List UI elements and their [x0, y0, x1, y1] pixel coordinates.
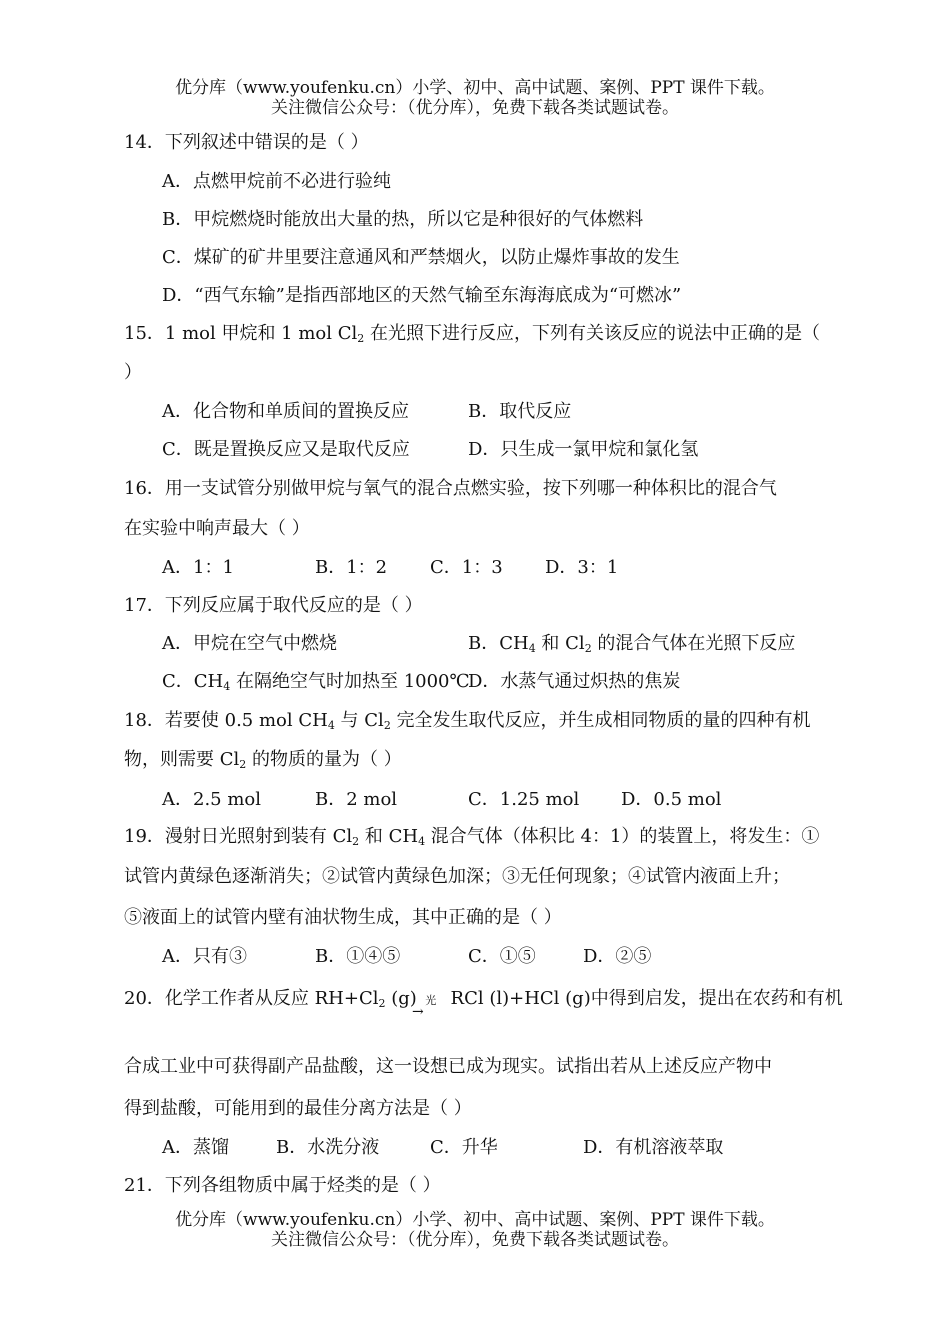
q20-part2: (g)	[385, 988, 417, 1009]
question-14-stem: 14．下列叙述中错误的是（ ）	[124, 132, 369, 153]
question-14-option-d: D．“西气东输”是指西部地区的天然气输至东海海底成为“可燃冰”	[162, 285, 682, 306]
question-16-option-a: A．1：1	[162, 557, 234, 578]
q20-part1: 20．化学工作者从反应 RH+Cl	[124, 988, 379, 1009]
q17b-part1: B．CH	[468, 633, 529, 654]
question-15-stem	[124, 319, 820, 345]
question-15-option-a: A．化合物和单质间的置换反应	[162, 401, 409, 422]
q18-part2: 与 Cl	[334, 710, 384, 731]
question-16-option-b: B．1：2	[315, 557, 388, 578]
q19-part3: 混合气体（体积比 4：1）的装置上，将发生：①	[425, 826, 820, 847]
question-19-option-b: B．①④⑤	[315, 946, 401, 967]
question-19-option-a: A．只有③	[162, 946, 247, 967]
question-18-stem	[124, 706, 811, 732]
q18-part3: 完全发生取代反应，并生成相同物质的量的四种有机	[390, 710, 811, 731]
question-20-option-a: A．蒸馏	[162, 1137, 229, 1158]
question-18-option-c: C．1.25 mol	[468, 789, 580, 810]
question-17-stem: 17．下列反应属于取代反应的是（ ）	[124, 595, 423, 616]
q17c-part2: 在隔绝空气时加热至 1000℃	[230, 671, 470, 692]
footer-line-2: 关注微信公众号：（优分库），免费下载各类试题试卷。	[271, 1230, 679, 1250]
question-15-option-c: C．既是置换反应又是取代反应	[162, 439, 410, 460]
q18-subscript-1: 4	[327, 719, 335, 732]
question-19-option-d: D．②⑤	[583, 946, 652, 967]
q18-cont-part2: 的物质的量为（ ）	[246, 749, 402, 770]
q15-stem-part1: 15．1 mol 甲烷和 1 mol Cl	[124, 323, 358, 344]
q20-subscript: 2	[378, 997, 386, 1010]
question-17-option-b	[468, 629, 795, 655]
q17b-part2: 和 Cl	[535, 633, 585, 654]
question-15-option-d: D．只生成一氯甲烷和氯化氢	[468, 439, 699, 460]
q18-cont-part1: 物，则需要 Cl	[124, 749, 240, 770]
question-16-option-d: D．3：1	[545, 557, 619, 578]
question-21-stem: 21．下列各组物质中属于烃类的是（ ）	[124, 1175, 441, 1196]
question-16-stem: 16．用一支试管分别做甲烷与氧气的混合点燃实验，按下列哪一种体积比的混合气	[124, 478, 777, 499]
q17c-part1: C．CH	[162, 671, 224, 692]
question-15-stem-continued: ）	[124, 362, 142, 383]
q17b-subscript-1: 4	[528, 642, 536, 655]
question-18-option-b: B．2 mol	[315, 789, 398, 810]
q15-stem-part2: 在光照下进行反应，下列有关该反应的说法中正确的是（	[364, 323, 821, 344]
reaction-arrow-icon: →	[412, 1004, 424, 1020]
question-17-option-c	[162, 667, 470, 693]
question-14-option-a: A．点燃甲烷前不必进行验纯	[162, 171, 391, 192]
question-17-option-d: D．水蒸气通过炽热的焦炭	[468, 671, 681, 692]
question-20-stem-continued-1: 合成工业中可获得副产品盐酸，这一设想已成为现实。试指出若从上述反应产物中	[124, 1056, 772, 1077]
question-14-option-b: B．甲烷燃烧时能放出大量的热，所以它是种很好的气体燃料	[162, 209, 644, 230]
question-15-option-b: B．取代反应	[468, 401, 572, 422]
q18-part1: 18．若要使 0.5 mol CH	[124, 710, 328, 731]
q18-subscript-2: 2	[383, 719, 391, 732]
q19-part2: 和 CH	[359, 826, 419, 847]
q19-subscript-1: 2	[352, 835, 360, 848]
question-20-option-b: B．水洗分液	[276, 1137, 380, 1158]
question-20-option-c: C．升华	[430, 1137, 498, 1158]
q19-subscript-2: 4	[418, 835, 426, 848]
header-line-1: 优分库（www.youfenku.cn）小学、初中、高中试题、案例、PPT 课件下载。	[175, 78, 775, 98]
q20-part3: RCl (l)+HCl (g)中得到启发，提出在农药和有机	[444, 988, 843, 1009]
question-17-option-a: A．甲烷在空气中燃烧	[162, 633, 337, 654]
question-19-stem-continued-1: 试管内黄绿色逐渐消失；②试管内黄绿色加深；③无任何现象；④试管内液面上升；	[124, 866, 790, 887]
q15-subscript: 2	[357, 332, 365, 345]
question-16-option-c: C．1：3	[430, 557, 503, 578]
header-line-2: 关注微信公众号：（优分库），免费下载各类试题试卷。	[271, 98, 679, 118]
footer-line-1: 优分库（www.youfenku.cn）小学、初中、高中试题、案例、PPT 课件下载。	[175, 1210, 775, 1230]
question-16-stem-continued: 在实验中响声最大（ ）	[124, 518, 310, 539]
q19-part1: 19．漫射日光照射到装有 Cl	[124, 826, 353, 847]
question-20-stem-continued-2: 得到盐酸，可能用到的最佳分离方法是（ ）	[124, 1098, 472, 1119]
q17b-subscript-2: 2	[584, 642, 592, 655]
question-18-option-d: D．0.5 mol	[621, 789, 722, 810]
q18-cont-subscript: 2	[239, 758, 247, 771]
question-19-option-c: C．①⑤	[468, 946, 536, 967]
q17b-part3: 的混合气体在光照下反应	[591, 633, 796, 654]
question-20-option-d: D．有机溶液萃取	[583, 1137, 724, 1158]
question-19-stem-continued-2: ⑤液面上的试管内壁有油状物生成，其中正确的是（ ）	[124, 907, 562, 928]
question-14-option-c: C．煤矿的矿井里要注意通风和严禁烟火，以防止爆炸事故的发生	[162, 247, 680, 268]
question-18-option-a: A．2.5 mol	[162, 789, 262, 810]
q17c-subscript: 4	[223, 680, 231, 693]
question-19-stem	[124, 822, 819, 848]
q20-light-condition: 光	[425, 994, 437, 1007]
question-18-stem-continued	[124, 745, 402, 771]
question-20-stem	[124, 984, 843, 1010]
